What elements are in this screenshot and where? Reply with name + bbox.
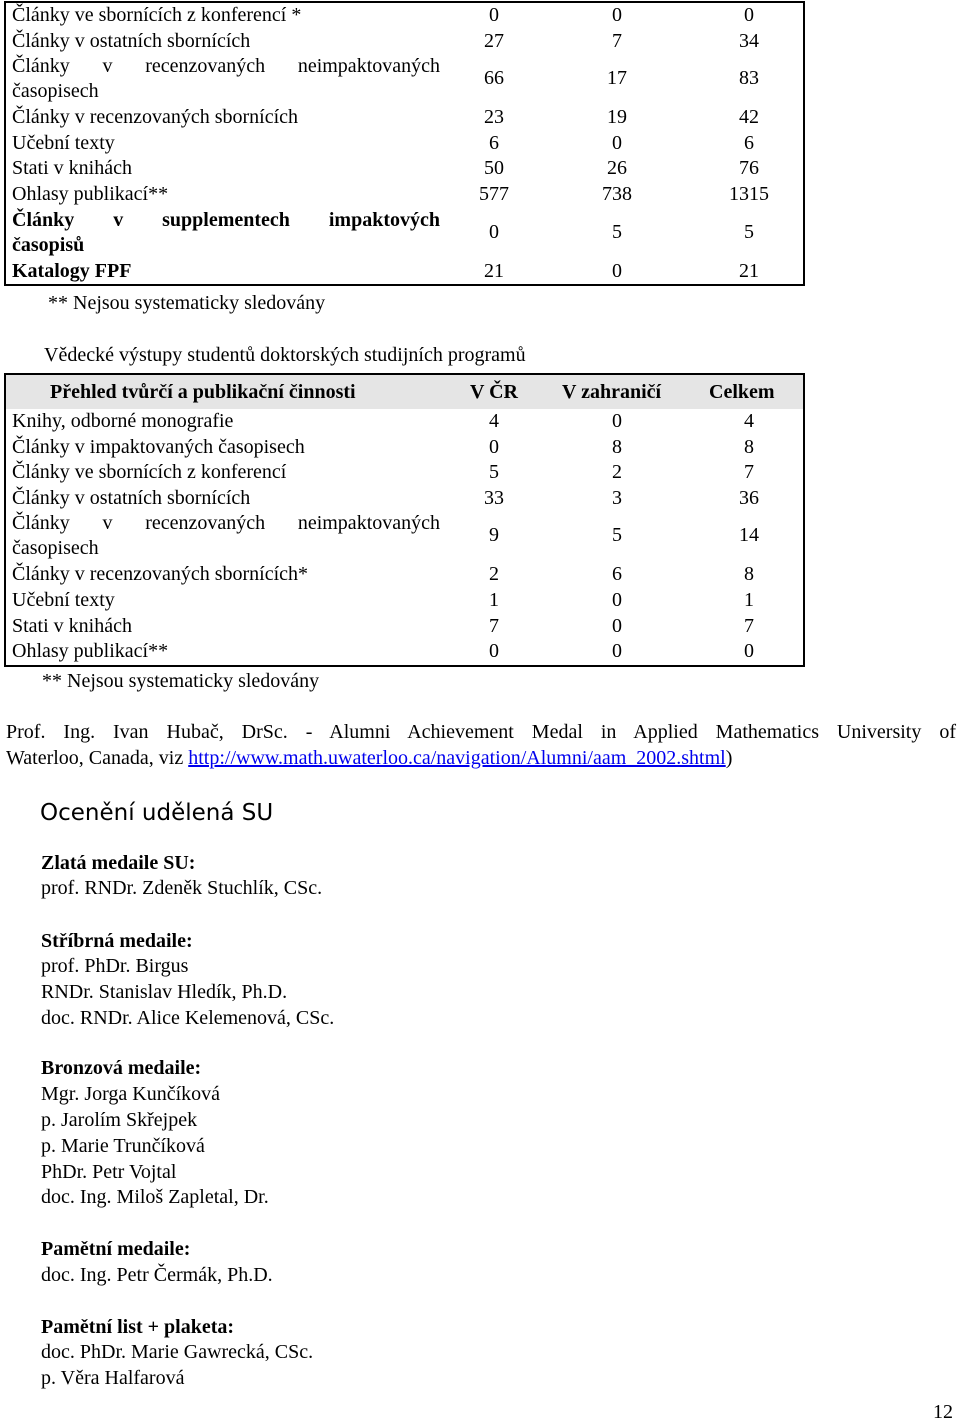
table-row	[6, 259, 803, 285]
row-label: Články ve sbornících z konferencí *	[12, 4, 302, 26]
row-label: Články v ostatních sbornících	[12, 486, 251, 509]
cell-total: 76	[739, 157, 759, 180]
cell-cr: 50	[484, 157, 504, 180]
cell-abroad: 17	[607, 67, 627, 90]
cell-total: 83	[739, 67, 759, 90]
row-label	[12, 54, 440, 104]
cell-abroad: 5	[612, 220, 622, 243]
cell-cr: 577	[479, 182, 509, 205]
award-recipient: prof. RNDr. Zdeněk Stuchlík, CSc.	[41, 877, 323, 899]
table-header	[6, 375, 803, 409]
header-overview: Přehled tvůrčí a publikační činnosti	[50, 381, 356, 403]
row-label: Ohlasy publikací**	[12, 640, 169, 663]
table-row	[6, 511, 803, 562]
cell-total: 5	[744, 220, 754, 243]
cell-total: 4	[744, 410, 754, 432]
cell-total: 0	[744, 640, 754, 663]
table-row	[6, 182, 803, 208]
cell-cr: 9	[489, 524, 499, 547]
row-label: Učební texty	[12, 131, 115, 154]
row-label-line1: Články v supplementech impaktových	[12, 208, 440, 231]
award-recipient: p. Jarolím Skřejpek	[41, 1109, 198, 1131]
cell-cr: 27	[484, 29, 504, 52]
cell-cr: 0	[489, 220, 499, 243]
alumni-link[interactable]: http://www.math.uwaterloo.ca/navigation/Alumni/aam_2002.shtml	[188, 747, 726, 769]
cell-cr: 0	[489, 640, 499, 663]
cell-total: 34	[739, 29, 759, 52]
cell-abroad: 0	[612, 410, 622, 432]
cell-cr: 4	[489, 410, 499, 432]
cell-total: 8	[744, 563, 754, 586]
cell-abroad: 0	[612, 131, 622, 154]
award-recipient: RNDr. Stanislav Hledík, Ph.D.	[41, 981, 288, 1003]
cell-abroad: 26	[607, 157, 627, 180]
table-row	[6, 54, 803, 105]
cell-cr: 33	[484, 486, 504, 509]
paragraph-text-end: )	[725, 747, 733, 769]
cell-cr: 2	[489, 563, 499, 586]
cell-abroad: 0	[612, 588, 622, 611]
award-recipient: p. Věra Halfarová	[41, 1367, 185, 1389]
alumni-paragraph-line2	[6, 747, 732, 770]
cell-total: 1	[744, 588, 754, 611]
table-publications-staff	[4, 1, 805, 286]
table-row	[6, 29, 803, 55]
row-label: Články ve sbornících z konferencí	[12, 461, 287, 484]
table-row	[6, 460, 803, 486]
cell-cr: 5	[489, 461, 499, 484]
row-label	[12, 511, 440, 561]
row-label-line1: Články v recenzovaných neimpaktovaných	[12, 512, 440, 535]
award-title: Pamětní list + plaketa:	[41, 1316, 235, 1338]
cell-cr: 0	[489, 435, 499, 458]
cell-total: 0	[744, 4, 754, 26]
table-row	[6, 486, 803, 512]
award-recipient: doc. PhDr. Marie Gawrecká, CSc.	[41, 1341, 314, 1363]
row-label-line2: časopisů	[12, 233, 85, 256]
paragraph-text: Waterloo, Canada, viz	[6, 747, 189, 769]
award-title: Stříbrná medaile:	[41, 930, 193, 952]
awards-heading: Ocenění udělená SU	[40, 800, 274, 826]
cell-cr: 1	[489, 588, 499, 611]
award-recipient: PhDr. Petr Vojtal	[41, 1161, 177, 1183]
row-label: Učební texty	[12, 588, 115, 611]
cell-abroad: 3	[612, 486, 622, 509]
alumni-paragraph-line1: Prof. Ing. Ivan Hubač, DrSc. - Alumni Achievement Medal in Applied Mathematics University of	[6, 721, 956, 743]
table-row	[6, 131, 803, 157]
cell-total: 1315	[729, 182, 769, 205]
cell-abroad: 5	[612, 524, 622, 547]
cell-abroad: 0	[612, 4, 622, 26]
award-recipient: Mgr. Jorga Kunčíková	[41, 1083, 221, 1105]
row-label: Katalogy FPF	[12, 259, 132, 282]
cell-total: 6	[744, 131, 754, 154]
header-abroad: V zahraničí	[562, 381, 662, 403]
cell-cr: 7	[489, 614, 499, 637]
row-label: Články v recenzovaných sbornících	[12, 106, 299, 129]
row-label: Knihy, odborné monografie	[12, 410, 234, 432]
award-title: Bronzová medaile:	[41, 1057, 202, 1079]
cell-cr: 23	[484, 106, 504, 129]
cell-total: 8	[744, 435, 754, 458]
table-row	[6, 409, 803, 435]
cell-cr: 21	[484, 259, 504, 282]
header-cr: V ČR	[470, 381, 518, 403]
header-total: Celkem	[709, 381, 775, 403]
cell-abroad: 6	[612, 563, 622, 586]
cell-abroad: 8	[612, 435, 622, 458]
table-row	[6, 435, 803, 461]
table-footnote: ** Nejsou systematicky sledovány	[48, 292, 326, 314]
cell-abroad: 0	[612, 259, 622, 282]
table-row	[6, 3, 803, 29]
row-label: Články v recenzovaných sbornících*	[12, 563, 309, 586]
table-row	[6, 105, 803, 131]
cell-total: 21	[739, 259, 759, 282]
award-title: Zlatá medaile SU:	[41, 852, 196, 874]
row-label-line2: časopisech	[12, 537, 99, 560]
award-recipient: doc. Ing. Petr Čermák, Ph.D.	[41, 1264, 273, 1286]
table-footnote: ** Nejsou systematicky sledovány	[42, 670, 320, 692]
table-row	[6, 562, 803, 588]
table-row	[6, 639, 803, 665]
table-row	[6, 208, 803, 259]
cell-abroad: 2	[612, 461, 622, 484]
cell-abroad: 7	[612, 29, 622, 52]
cell-total: 14	[739, 524, 759, 547]
cell-total: 7	[744, 461, 754, 484]
page-number: 12	[933, 1401, 953, 1423]
award-recipient: p. Marie Trunčíková	[41, 1135, 205, 1157]
row-label: Články v ostatních sbornících	[12, 29, 251, 52]
table-row	[6, 614, 803, 640]
cell-cr: 66	[484, 67, 504, 90]
cell-cr: 6	[489, 131, 499, 154]
row-label: Ohlasy publikací**	[12, 182, 169, 205]
cell-total: 36	[739, 486, 759, 509]
cell-abroad: 19	[607, 106, 627, 129]
cell-abroad: 738	[602, 182, 632, 205]
table-row	[6, 588, 803, 614]
cell-abroad: 0	[612, 640, 622, 663]
table-publications-students	[4, 373, 805, 667]
cell-abroad: 0	[612, 614, 622, 637]
award-recipient: prof. PhDr. Birgus	[41, 955, 189, 977]
section-title: Vědecké výstupy studentů doktorských studijních programů	[44, 344, 526, 366]
cell-total: 42	[739, 106, 759, 129]
award-recipient: doc. Ing. Miloš Zapletal, Dr.	[41, 1186, 269, 1208]
award-title: Pamětní medaile:	[41, 1238, 191, 1260]
row-label: Články v impaktovaných časopisech	[12, 435, 305, 458]
row-label-line2: časopisech	[12, 80, 99, 103]
row-label-line1: Články v recenzovaných neimpaktovaných	[12, 55, 440, 78]
row-label	[12, 208, 440, 258]
row-label: Stati v knihách	[12, 614, 132, 637]
award-recipient: doc. RNDr. Alice Kelemenová, CSc.	[41, 1007, 335, 1029]
row-label: Stati v knihách	[12, 157, 132, 180]
cell-total: 7	[744, 614, 754, 637]
table-row	[6, 156, 803, 182]
cell-cr: 0	[489, 4, 499, 26]
